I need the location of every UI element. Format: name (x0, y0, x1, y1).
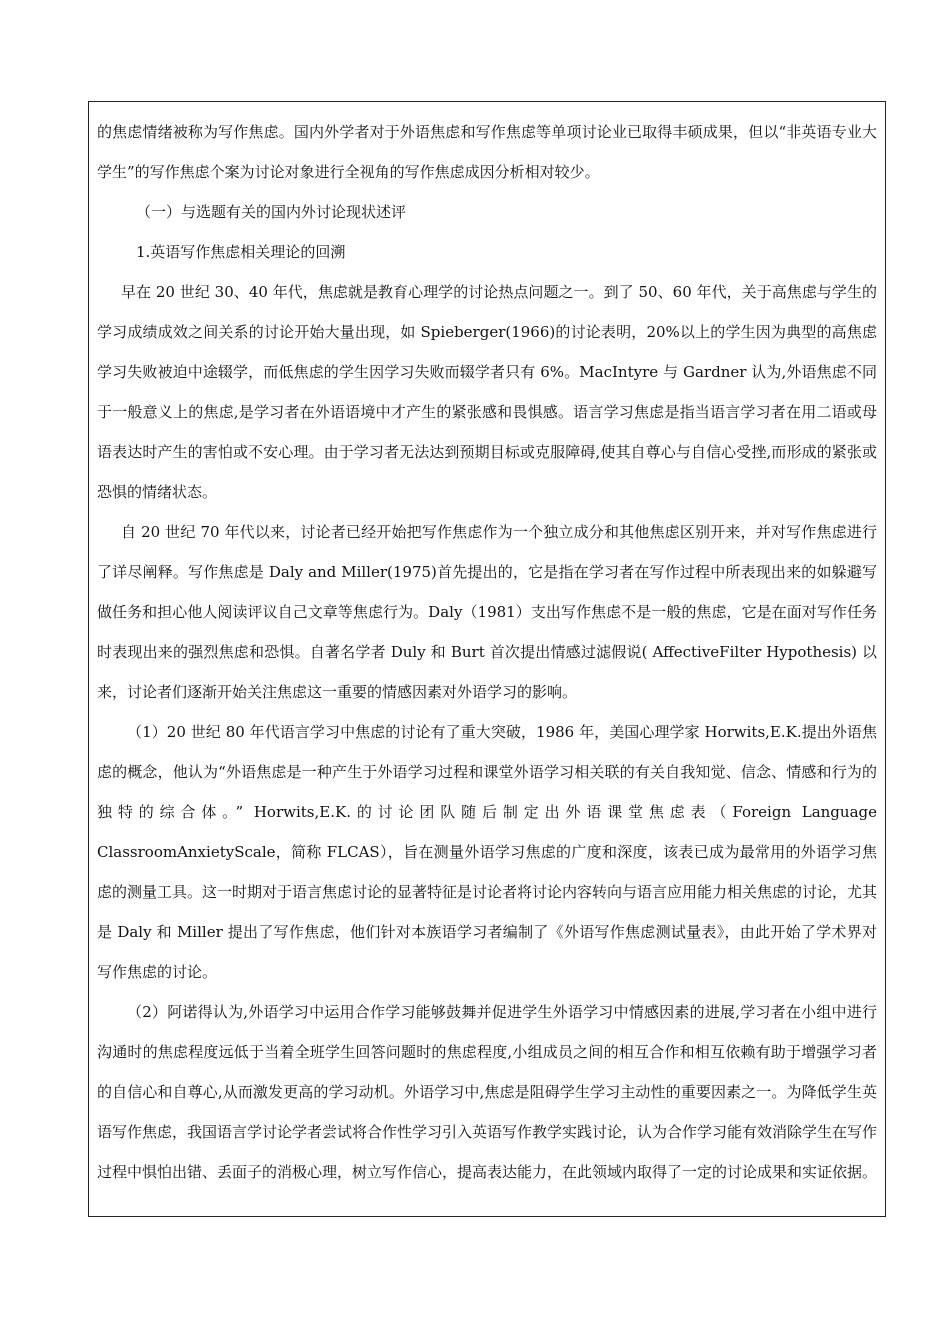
paragraph-writing-anxiety: 自 20 世纪 70 年代以来，讨论者已经开始把写作焦虑作为一个独立成分和其他焦虑区别开来，并对写作焦虑进行了详尽阐释。写作焦虑是 Daly and Miller(1975)首先提出的，它是指在学习者在写作过程中所表现出来的如躲避写做任务和担心他人阅读评议自己文章等焦虑行为。Daly（1981）支出写作焦虑不是一般的焦虑，它是在面对写作任务时表现出来的强烈焦虑和恐惧。自著名学者 Duly 和 Burt 首次提出情感过滤假说( AffectiveFilter Hypothesis) 以来，讨论者们逐渐开始关注焦虑这一重要的情感因素对外语学习的影响。 (97, 523, 877, 701)
paragraph-history: 早在 20 世纪 30、40 年代，焦虑就是教育心理学的讨论热点问题之一。到了 50、60 年代，关于高焦虑与学生的学习成绩成效之间关系的讨论开始大量出现，如 Spieberger(1966)的讨论表明，20%以上的学生因为典型的高焦虑学习失败被迫中途辍学，而低焦虑的学生因学习失败而辍学者只有 6%。MacIntyre 与 Gardner 认为,外语焦虑不同于一般意义上的焦虑,是学习者在外语语境中才产生的紧张感和畏惧感。语言学习焦虑是指当语言学习者在用二语或母语表达时产生的害怕或不安心理。由于学习者无法达到预期目标或克服障碍,使其自尊心与自信心受挫,而形成的紧张或恐惧的情绪状态。 (97, 283, 877, 501)
document-body (97, 112, 877, 1192)
paragraph-intro: 的焦虑情绪被称为写作焦虑。国内外学者对于外语焦虑和写作焦虑等单项讨论业已取得丰硕成果，但以“非英语专业大学生”的写作焦虑个案为讨论对象进行全视角的写作焦虑成因分析相对较少。 (97, 123, 877, 181)
paragraph-point-2: （2）阿诺得认为,外语学习中运用合作学习能够鼓舞并促进学生外语学习中情感因素的进展,学习者在小组中进行沟通时的焦虑程度远低于当着全班学生回答问题时的焦虑程度,小组成员之间的相互合作和相互依赖有助于增强学习者的自信心和自尊心,从而激发更高的学习动机。外语学习中,焦虑是阻碍学生学习主动性的重要因素之一。为降低学生英语写作焦虑，我国语言学讨论学者尝试将合作性学习引入英语写作教学实践讨论，认为合作学习能有效消除学生在写作过程中惧怕出错、丢面子的消极心理，树立写作信心，提高表达能力，在此领域内取得了一定的讨论成果和实证依据。 (97, 1003, 878, 1181)
paragraph-point-1: （1）20 世纪 80 年代语言学习中焦虑的讨论有了重大突破，1986 年，美国心理学家 Horwits,E.K.提出外语焦虑的概念，他认为“外语焦虑是一种产生于外语学习过程和课堂外语学习相关联的有关自我知觉、信念、情感和行为的独特的综合体。” Horwits,E.K.的讨论团队随后制定出外语课堂焦虑表（Foreign Language ClassroomAnxietyScale，简称 FLCAS），旨在测量外语学习焦虑的广度和深度，该表已成为最常用的外语学习焦虑的测量工具。这一时期对于语言焦虑讨论的显著特征是讨论者将讨论内容转向与语言应用能力相关焦虑的讨论，尤其是 Daly 和 Miller 提出了写作焦虑，他们针对本族语学习者编制了《外语写作焦虑测试量表》，由此开始了学术界对写作焦虑的讨论。 (97, 723, 878, 981)
section-heading: （一）与选题有关的国内外讨论现状述评 (136, 203, 407, 221)
subsection-heading: 1.英语写作焦虑相关理论的回溯 (136, 243, 346, 261)
